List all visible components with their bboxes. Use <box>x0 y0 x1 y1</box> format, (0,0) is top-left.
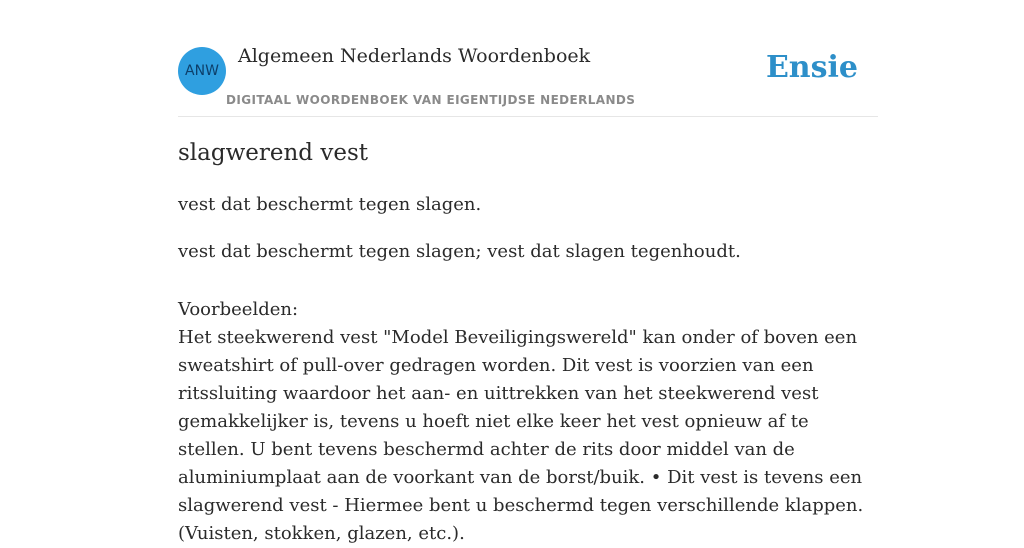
short-definition: vest dat beschermt tegen slagen. <box>178 194 482 215</box>
examples-heading: Voorbeelden: <box>178 299 299 320</box>
anw-logo[interactable] <box>178 47 226 95</box>
site-header <box>178 0 878 117</box>
page-container <box>178 0 878 544</box>
site-subtitle: DIGITAAL WOORDENBOEK VAN EIGENTIJDSE NEDERLANDS <box>226 93 636 107</box>
example-text: Het steekwerend vest "Model Beveiligingswereld" kan onder of boven een sweatshirt of pull-over gedragen worden. Dit vest is voorzien van een ritssluiting waardoor het aan- en uittrekken van het steekwerend vest gemakkelijker is, tevens u hoeft niet elke keer het vest opnieuw af te stellen. U bent tevens beschermd achter de rits door middel van de aluminiumplaat aan de voorkant van de borst/buik. • Dit vest is tevens een slagwerend vest - Hiermee bent u beschermd tegen verschillende klappen. (Vuisten, stokken, glazen, etc.). <box>178 327 864 544</box>
ensie-brand-logo[interactable]: Ensie <box>765 50 858 85</box>
logo-text: ANW <box>185 63 219 79</box>
examples-section <box>178 296 878 548</box>
long-definition: vest dat beschermt tegen slagen; vest dat slagen tegenhoudt. <box>178 241 741 262</box>
entry-title: slagwerend vest <box>178 140 368 166</box>
site-title[interactable]: Algemeen Nederlands Woordenboek <box>238 45 591 67</box>
